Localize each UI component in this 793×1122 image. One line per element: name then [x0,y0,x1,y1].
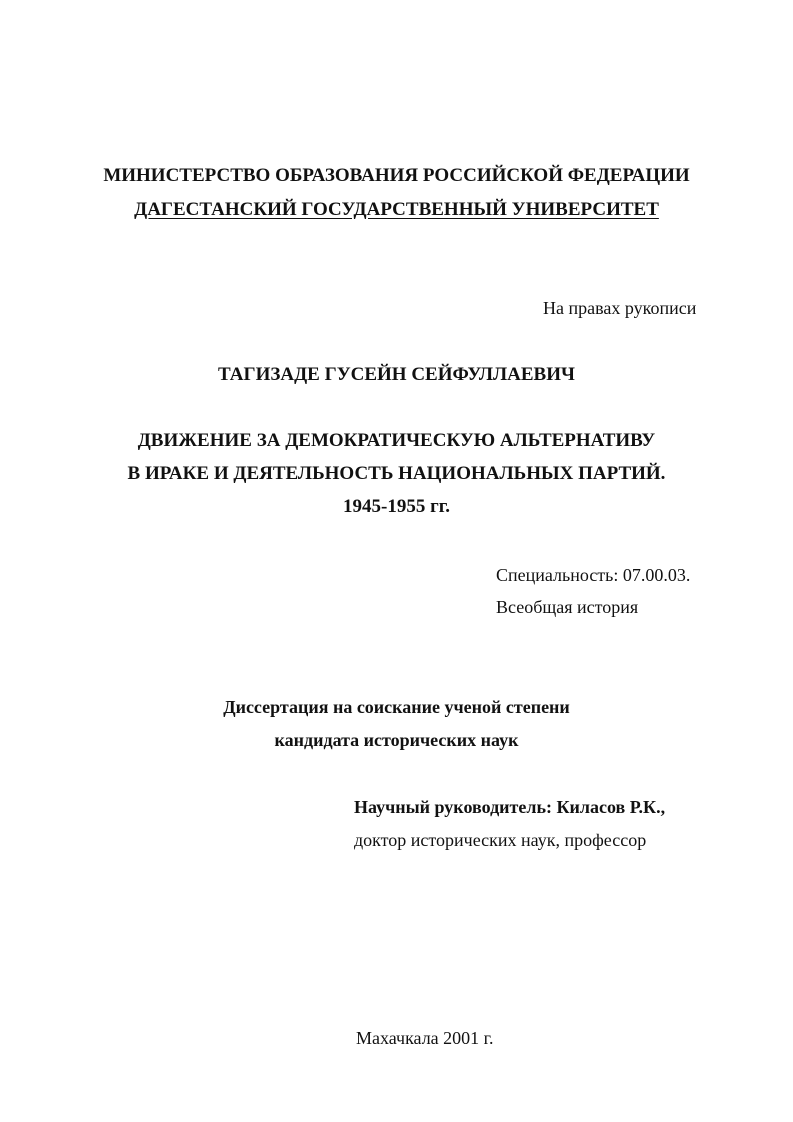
dissertation-line-2: кандидата исторических наук [274,730,519,750]
ministry-heading: МИНИСТЕРСТВО ОБРАЗОВАНИЯ РОССИЙСКОЙ ФЕДЕРАЦИИ [103,165,690,186]
title-line-1: ДВИЖЕНИЕ ЗА ДЕМОКРАТИЧЕСКУЮ АЛЬТЕРНАТИВУ [137,430,656,451]
place-year: Махачкала 2001 г. [356,1028,494,1048]
manuscript-note: На правах рукописи [543,298,697,318]
author-name: ТАГИЗАДЕ ГУСЕЙН СЕЙФУЛЛАЕВИЧ [218,364,575,385]
supervisor-degree: доктор исторических наук, профессор [354,830,647,850]
university-heading: ДАГЕСТАНСКИЙ ГОСУДАРСТВЕННЫЙ УНИВЕРСИТЕТ [134,199,659,220]
supervisor-label: Научный руководитель: Киласов Р.К., [354,797,666,817]
specialty-code: Специальность: 07.00.03. [496,565,691,585]
title-years: 1945-1955 гг. [343,496,450,517]
title-line-2: В ИРАКЕ И ДЕЯТЕЛЬНОСТЬ НАЦИОНАЛЬНЫХ ПАРТИЙ. [127,463,666,484]
specialty-name: Всеобщая история [496,597,639,617]
dissertation-line-1: Диссертация на соискание ученой степени [223,697,570,717]
